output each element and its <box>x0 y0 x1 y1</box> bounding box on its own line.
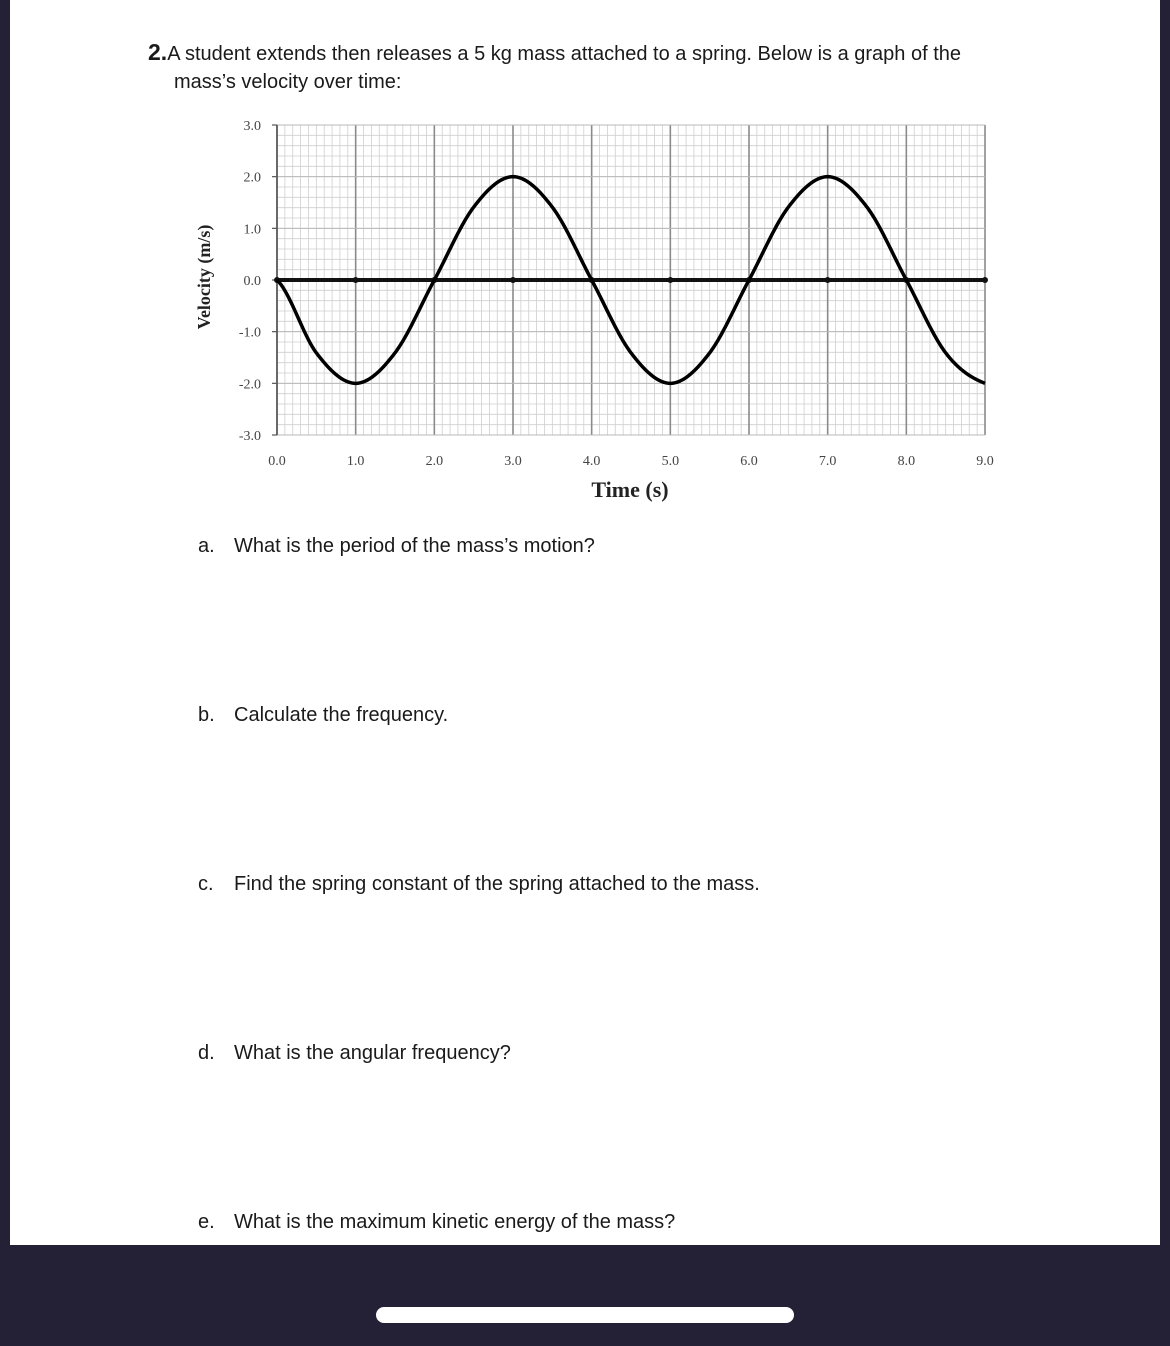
x-tick-label: 7.0 <box>818 454 837 469</box>
problem-statement <box>148 38 1028 96</box>
baseline-marker <box>353 277 359 283</box>
y-tick-labels <box>239 119 277 444</box>
x-tick-label: 9.0 <box>976 454 994 469</box>
y-tick-label: 0.0 <box>243 274 261 289</box>
y-tick-label: -1.0 <box>238 325 261 341</box>
question-letter: e. <box>198 1211 215 1233</box>
problem-text-line2: mass’s velocity over time: <box>174 71 402 93</box>
y-tick-label: 2.0 <box>243 170 261 186</box>
baseline-marker <box>667 277 673 283</box>
question-letter: d. <box>198 1042 215 1064</box>
x-tick-label: 6.0 <box>740 454 758 469</box>
question-a <box>198 535 595 558</box>
question-letter: b. <box>198 704 215 726</box>
baseline-marker <box>510 277 516 283</box>
x-tick-label: 4.0 <box>582 454 601 469</box>
y-tick-label: 1.0 <box>243 222 261 238</box>
x-axis-label: Time (s) <box>591 477 669 502</box>
x-tick-label: 0.0 <box>268 454 286 469</box>
y-tick-label: -2.0 <box>238 377 261 393</box>
home-indicator-bar[interactable] <box>376 1307 794 1323</box>
x-tick-labels <box>268 454 994 469</box>
problem-text-line1: A student extends then releases a 5 kg mass attached to a spring. Below is a graph of the <box>167 43 962 65</box>
question-c <box>198 873 760 896</box>
problem-number: 2. <box>148 39 168 65</box>
x-tick-label: 5.0 <box>661 454 680 469</box>
x-tick-label: 8.0 <box>897 454 916 469</box>
y-tick-label: -3.0 <box>238 429 261 444</box>
question-text: What is the maximum kinetic energy of the mass? <box>234 1211 676 1233</box>
y-tick-label: 3.0 <box>243 119 261 134</box>
question-b <box>198 704 448 727</box>
x-tick-label: 3.0 <box>504 454 522 469</box>
question-text: Find the spring constant of the spring attached to the mass. <box>234 873 760 895</box>
velocity-time-chart <box>170 105 1010 515</box>
question-e <box>198 1211 675 1234</box>
question-letter: c. <box>198 873 214 895</box>
x-tick-label: 1.0 <box>346 454 365 469</box>
baseline-marker <box>982 277 988 283</box>
question-text: Calculate the frequency. <box>234 704 449 726</box>
question-text: What is the period of the mass’s motion? <box>234 535 595 557</box>
baseline-marker <box>825 277 831 283</box>
y-axis-label: Velocity (m/s) <box>194 224 214 330</box>
question-d <box>198 1042 511 1065</box>
question-text: What is the angular frequency? <box>234 1042 511 1064</box>
question-letter: a. <box>198 535 215 557</box>
x-tick-label: 2.0 <box>425 454 444 469</box>
